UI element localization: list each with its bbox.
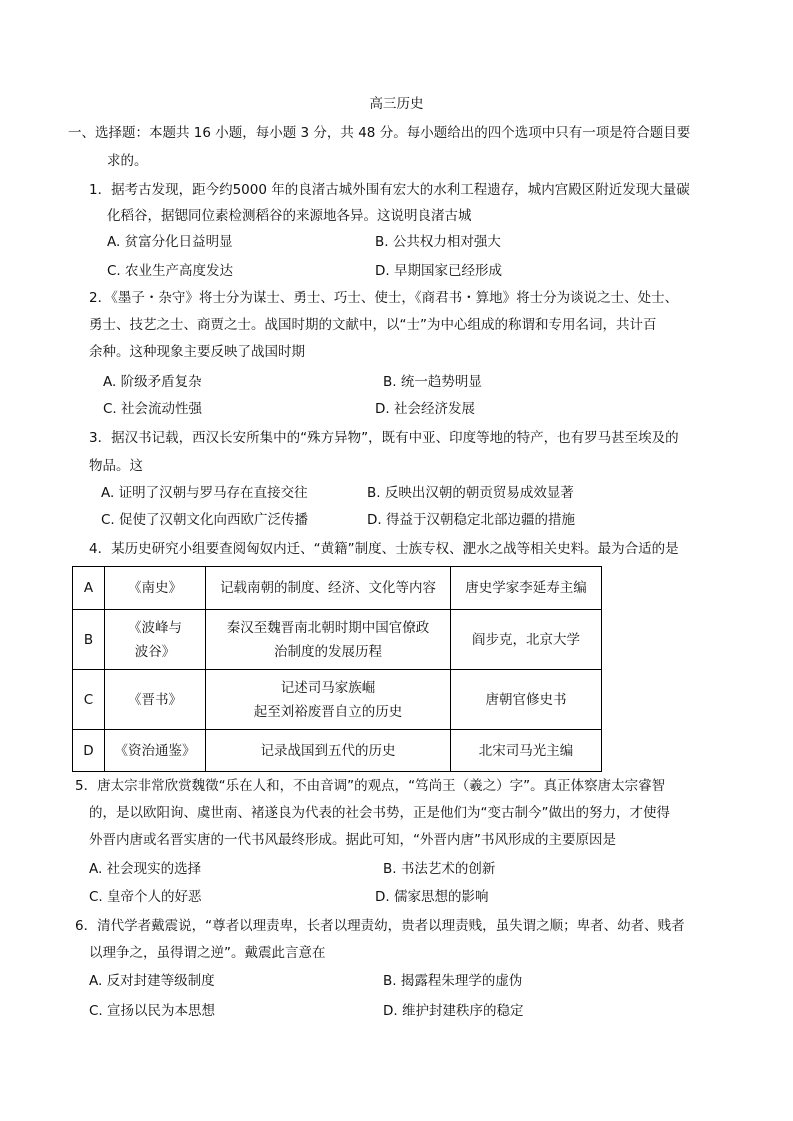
question-stem: 以理争之，虽得谓之逆”。戴震此言意在 [89,945,326,961]
option-d: D. 早期国家已经形成 [375,263,502,279]
table-cell-option: A [73,567,105,610]
section-heading: 一、选择题：本题共 16 小题，每小题 3 分，共 48 分。每小题给出的四个选项中只有一项是符合题目要 [68,125,691,141]
table-cell-content: 记录战国到五代的历史 [206,730,451,772]
table-row [73,730,602,772]
option-a: A. 社会现实的选择 [89,861,202,877]
option-a: A. 反对封建等级制度 [89,973,215,989]
table-cell-book: 《资治通鉴》 [105,730,206,772]
page-title: 高三历史 [369,96,424,112]
table-cell-content: 秦汉至魏晋南北朝时期中国官僚政 治制度的发展历程 [206,610,451,670]
question-stem: 余种。这种现象主要反映了战国时期 [89,344,305,360]
option-d: D. 得益于汉朝稳定北部边疆的措施 [367,512,575,528]
option-c: C. 皇帝个人的好恶 [89,889,202,905]
option-c: C. 社会流动性强 [103,401,203,417]
table-cell-content: 记载南朝的制度、经济、文化等内容 [206,567,451,610]
option-a: A. 贫富分化日益明显 [107,234,233,250]
question-stem: 物品。这 [89,458,143,474]
option-d: D. 儒家思想的影响 [375,889,489,905]
option-b: B. 书法艺术的创新 [383,861,496,877]
section-heading-cont: 求的。 [107,153,148,169]
table-cell-content: 记述司马家族崛 起至刘裕废晋自立的历史 [206,670,451,730]
table-cell-option: D [73,730,105,772]
question-stem: 2．《墨子・杂守》将士分为谋士、勇士、巧士、使士，《商君书・算地》将士分为谈说之士、处士、 [89,290,679,306]
table-cell-author: 唐史学家李延寿主编 [451,567,602,610]
option-c: C. 农业生产高度发达 [107,263,234,279]
question-stem: 化稻谷，据锶同位素检测稻谷的来源地各异。这说明良渚古城 [107,208,472,224]
option-c: C. 宣扬以民为本思想 [89,1003,216,1019]
question-stem: 外晋内唐或名晋实唐的一代书风最终形成。据此可知，“外晋内唐”书风形成的主要原因是 [89,832,616,848]
question-4-stem: 4．某历史研究小组要查阅匈奴内迁、“黄籍”制度、士族专权、淝水之战等相关史料。最为合适的是 [89,541,679,557]
option-a: A. 证明了汉朝与罗马存在直接交往 [101,485,308,501]
option-c: C. 促使了汉朝文化向西欧广泛传播 [101,512,309,528]
question-stem: 5．唐太宗非常欣赏魏徵“乐在人和，不由音调”的观点，“笃尚王（羲之）字”。真正体察唐太宗睿智 [75,778,666,794]
source-table [72,566,602,772]
option-b: B. 反映出汉朝的朝贡贸易成效显著 [367,485,574,501]
table-cell-author: 唐朝官修史书 [451,670,602,730]
option-d: D. 社会经济发展 [375,401,475,417]
table-cell-option: C [73,670,105,730]
option-a: A. 阶级矛盾复杂 [103,374,202,390]
option-b: B. 公共权力相对强大 [375,234,501,250]
option-b: B. 统一趋势明显 [383,374,482,390]
question-stem: 勇士、技艺之士、商贾之士。战国时期的文献中，以“士”为中心组成的称谓和专用名词，共计百 [89,317,657,333]
table-cell-book: 《南史》 [105,567,206,610]
option-b: B. 揭露程朱理学的虚伪 [383,973,523,989]
question-stem: 1．据考古发现，距今约5000 年的良渚古城外围有宏大的水利工程遗存，城内宫殿区附近发现大量碳 [89,182,690,198]
table-cell-option: B [73,610,105,670]
table-cell-book: 《晋书》 [105,670,206,730]
table-row [73,670,602,730]
table-row [73,610,602,670]
option-d: D. 维护封建秩序的稳定 [383,1003,524,1019]
table-cell-author: 阎步克，北京大学 [451,610,602,670]
question-stem: 的，是以欧阳询、虞世南、褚遂良为代表的社会书势，正是他们为“变古制今”做出的努力，才使得 [89,805,670,821]
table-cell-author: 北宋司马光主编 [451,730,602,772]
table-row [73,567,602,610]
question-stem: 3．据汉书记载，西汉长安所集中的“殊方异物”，既有中亚、印度等地的特产，也有罗马甚至埃及的 [89,430,679,446]
question-stem: 6．清代学者戴震说，“尊者以理责卑，长者以理责幼，贵者以理责贱，虽失谓之顺；卑者、幼者、贱者 [75,918,685,934]
table-cell-book: 《波峰与 波谷》 [105,610,206,670]
